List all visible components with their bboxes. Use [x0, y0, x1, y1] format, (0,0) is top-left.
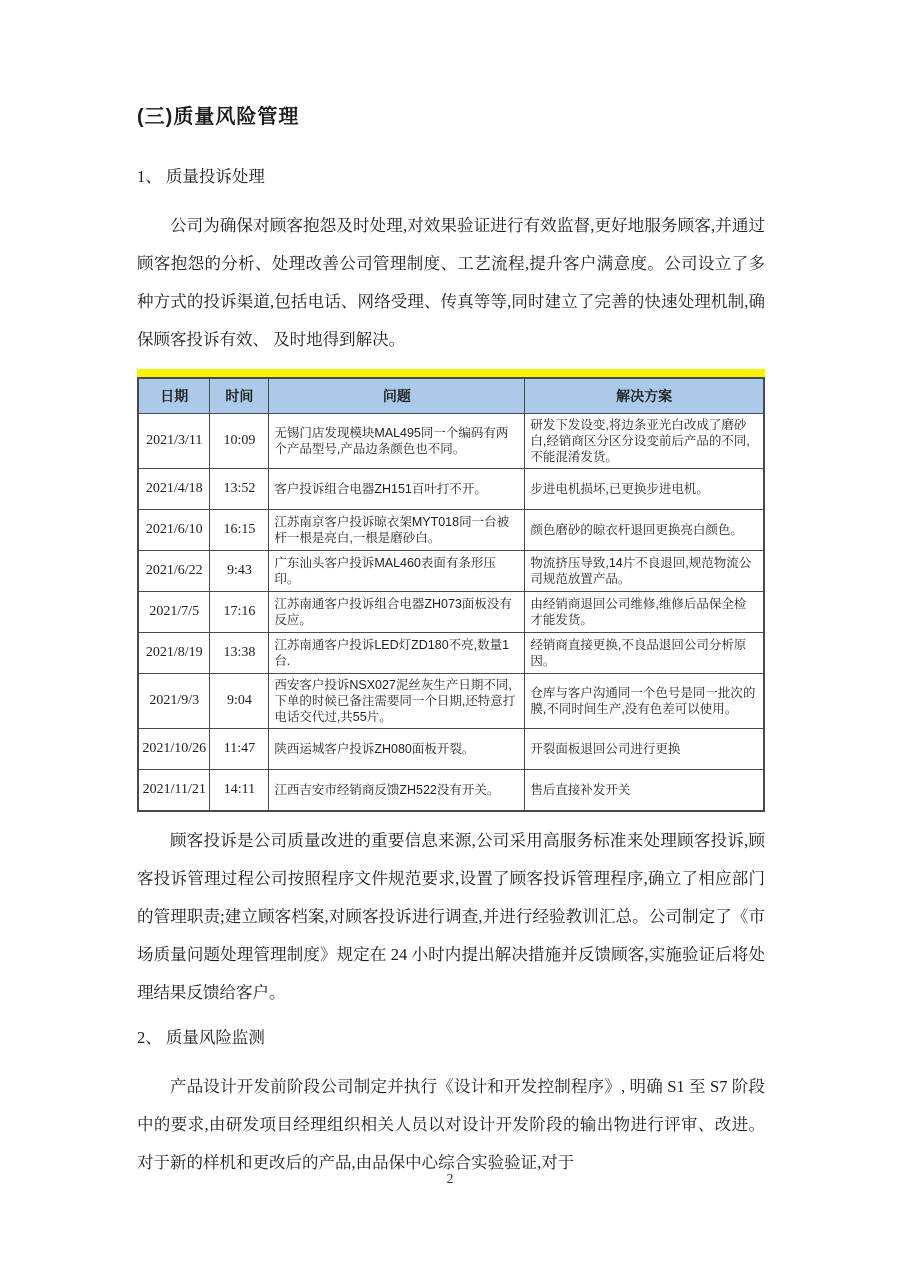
cell-solution: 步进电机损坏,已更换步进电机。 [525, 469, 764, 510]
document-content [137, 100, 765, 1182]
table-row [138, 414, 764, 469]
cell-time: 16:15 [210, 510, 269, 551]
table-row [138, 674, 764, 729]
cell-time: 10:09 [210, 414, 269, 469]
cell-time: 9:04 [210, 674, 269, 729]
cell-problem: 江西吉安市经销商反馈ZH522没有开关。 [269, 770, 525, 812]
cell-solution: 颜色磨砂的晾衣杆退回更换亮白颜色。 [525, 510, 764, 551]
table-row [138, 551, 764, 592]
cell-problem: 客户投诉组合电器ZH151百叶打不开。 [269, 469, 525, 510]
cell-problem: 西安客户投诉NSX027泥丝灰生产日期不同,下单的时候已备注需要同一个日期,还特意打电话交代过,共55片。 [269, 674, 525, 729]
cell-problem: 陕西运城客户投诉ZH080面板开裂。 [269, 729, 525, 770]
cell-time: 13:38 [210, 633, 269, 674]
cell-time: 11:47 [210, 729, 269, 770]
section-heading-1: 1、 质量投诉处理 [137, 167, 265, 186]
paragraph-complaint-intro: 公司为确保对顾客抱怨及时处理,对效果验证进行有效监督,更好地服务顾客,并通过顾客抱怨的分析、处理改善公司管理制度、工艺流程,提升客户满意度。公司设立了多种方式的投诉渠道,包括电话、网络受理、传真等等,同时建立了完善的快速处理机制,确保顾客投诉有效、 及时地得到解决。 [137, 216, 765, 349]
cell-date: 2021/11/21 [138, 770, 210, 812]
table-accent-strip [137, 369, 765, 377]
cell-date: 2021/6/22 [138, 551, 210, 592]
cell-solution: 物流挤压导致,14片不良退回,规范物流公司规范放置产品。 [525, 551, 764, 592]
cell-time: 9:43 [210, 551, 269, 592]
table-row [138, 770, 764, 812]
table-row [138, 469, 764, 510]
cell-solution: 售后直接补发开关 [525, 770, 764, 812]
paragraph-risk-monitoring: 产品设计开发前阶段公司制定并执行《设计和开发控制程序》, 明确 S1 至 S7 阶段中的要求,由研发项目经理组织相关人员以对设计开发阶段的输出物进行评审、改进。对于新的样机和更改后的产品,由品保中心综合实验验证,对于 [137, 1077, 765, 1172]
cell-time: 17:16 [210, 592, 269, 633]
cell-problem: 江苏南京客户投诉晾衣架MYT018同一台被杆一根是亮白,一根是磨砂白。 [269, 510, 525, 551]
complaint-table [137, 369, 765, 812]
page-number: 2 [446, 1172, 454, 1187]
cell-problem: 广东汕头客户投诉MAL460表面有条形压印。 [269, 551, 525, 592]
table-header-solution: 解决方案 [525, 378, 764, 414]
cell-problem: 江苏南通客户投诉LED灯ZD180不亮,数量1台. [269, 633, 525, 674]
cell-solution: 开裂面板退回公司进行更换 [525, 729, 764, 770]
cell-problem: 无锡门店发现模块MAL495同一个编码有两个产品型号,产品边条颜色也不同。 [269, 414, 525, 469]
cell-date: 2021/3/11 [138, 414, 210, 469]
cell-solution: 研发下发设变,将边条亚光白改成了磨砂白,经销商区分区分设变前后产品的不同,不能混淆发货。 [525, 414, 764, 469]
complaint-table-body [138, 414, 764, 812]
page-title: (三)质量风险管理 [137, 106, 300, 128]
cell-time: 14:11 [210, 770, 269, 812]
table-header-time: 时间 [210, 378, 269, 414]
cell-date: 2021/9/3 [138, 674, 210, 729]
table-header-row [138, 378, 764, 414]
table-header-date: 日期 [138, 378, 210, 414]
table-header-problem: 问题 [269, 378, 525, 414]
table-row [138, 729, 764, 770]
paragraph-complaint-process: 顾客投诉是公司质量改进的重要信息来源,公司采用高服务标准来处理顾客投诉,顾客投诉管理过程公司按照程序文件规范要求,设置了顾客投诉管理程序,确立了相应部门的管理职责;建立顾客档案,对顾客投诉进行调查,并进行经验教训汇总。公司制定了《市场质量问题处理管理制度》规定在 24 小时内提出解决措施并反馈顾客,实施验证后将处理结果反馈给客户。 [137, 831, 766, 1002]
cell-date: 2021/4/18 [138, 469, 210, 510]
cell-date: 2021/6/10 [138, 510, 210, 551]
cell-solution: 由经销商退回公司维修,维修后品保全检才能发货。 [525, 592, 764, 633]
cell-date: 2021/10/26 [138, 729, 210, 770]
cell-solution: 经销商直接更换,不良品退回公司分析原因。 [525, 633, 764, 674]
cell-time: 13:52 [210, 469, 269, 510]
table-row [138, 510, 764, 551]
cell-problem: 江苏南通客户投诉组合电器ZH073面板没有反应。 [269, 592, 525, 633]
complaint-records-table [137, 377, 765, 812]
cell-solution: 仓库与客户沟通同一个色号是同一批次的膜,不同时间生产,没有色差可以使用。 [525, 674, 764, 729]
cell-date: 2021/8/19 [138, 633, 210, 674]
table-row [138, 633, 764, 674]
cell-date: 2021/7/5 [138, 592, 210, 633]
table-row [138, 592, 764, 633]
section-heading-2: 2、 质量风险监测 [137, 1028, 265, 1047]
